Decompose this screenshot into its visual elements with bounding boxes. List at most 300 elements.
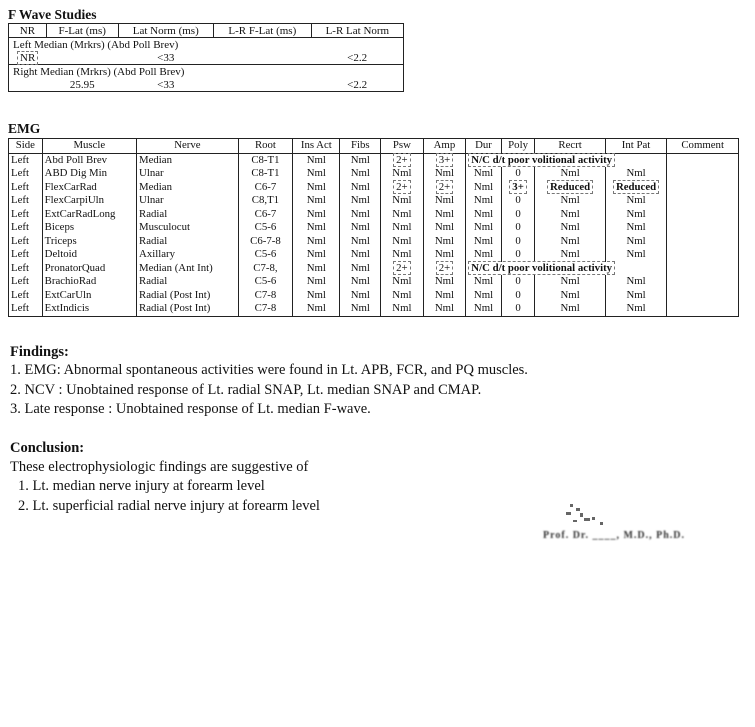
emg-root-value: C5-6 bbox=[254, 221, 277, 234]
emg-nerve-value: Ulnar bbox=[139, 167, 164, 180]
emg-fibs-cell bbox=[340, 289, 381, 303]
emg-amp-value: Nml bbox=[434, 167, 455, 180]
emg-row bbox=[9, 194, 739, 208]
emg-dur-cell bbox=[466, 221, 501, 235]
emg-muscle-value: ABD Dig Min bbox=[44, 167, 108, 180]
emg-muscle-cell bbox=[42, 208, 136, 222]
emg-side-value: Left bbox=[11, 153, 29, 166]
fwave-group-row bbox=[9, 65, 404, 79]
emg-root-cell bbox=[238, 262, 292, 276]
emg-intpat-value: Nml bbox=[626, 275, 646, 288]
emg-psw-value: Nml bbox=[392, 194, 412, 207]
emg-recrt-cell bbox=[535, 208, 605, 222]
emg-poly-cell bbox=[501, 181, 535, 195]
emg-recrt-value: Nml bbox=[560, 302, 580, 315]
emg-intpat-value: Nml bbox=[626, 221, 646, 234]
emg-ins-value: Nml bbox=[306, 234, 326, 247]
emg-header-ins-act: Ins Act bbox=[293, 139, 340, 154]
emg-fibs-value: Nml bbox=[350, 180, 370, 193]
emg-side-cell bbox=[9, 248, 43, 262]
emg-ins-cell bbox=[293, 275, 340, 289]
emg-muscle-value: ExtIndicis bbox=[44, 302, 90, 315]
emg-nerve-cell bbox=[137, 181, 239, 195]
emg-intpat-cell bbox=[605, 208, 667, 222]
emg-muscle-value: PronatorQuad bbox=[44, 261, 106, 274]
emg-fibs-value: Nml bbox=[350, 194, 370, 207]
fwave-header-cell: NR bbox=[9, 24, 47, 38]
emg-nerve-cell bbox=[137, 235, 239, 249]
fwave-group-label: Left Median (Mrkrs) (Abd Poll Brev) bbox=[9, 38, 404, 52]
emg-muscle-cell bbox=[42, 153, 136, 167]
emg-dur-cell bbox=[466, 194, 501, 208]
emg-root-cell bbox=[238, 302, 292, 316]
emg-root-value: C7-8, bbox=[253, 261, 278, 274]
emg-root-cell bbox=[238, 181, 292, 195]
emg-side-cell bbox=[9, 275, 43, 289]
emg-comment-cell bbox=[667, 181, 739, 195]
emg-dur-value: Nml bbox=[473, 288, 494, 301]
emg-recrt-value: Nml bbox=[560, 275, 580, 288]
emg-dur-cell bbox=[466, 208, 501, 222]
emg-root-value: C6-7 bbox=[254, 207, 277, 220]
finding-item: 2. NCV : Unobtained response of Lt. radial SNAP, Lt. median SNAP and CMAP. bbox=[10, 381, 482, 398]
emg-ins-cell bbox=[293, 289, 340, 303]
emg-amp-cell bbox=[423, 208, 466, 222]
emg-poly-cell bbox=[501, 248, 535, 262]
emg-side-value: Left bbox=[11, 302, 29, 315]
emg-root-value: C7-8 bbox=[254, 302, 277, 315]
emg-note-value: N/C d/t poor volitional activity bbox=[468, 261, 615, 275]
emg-fibs-cell bbox=[340, 302, 381, 316]
emg-fibs-value: Nml bbox=[350, 221, 370, 234]
emg-header-recrt: Recrt bbox=[535, 139, 605, 154]
emg-header-amp: Amp bbox=[423, 139, 466, 154]
emg-row bbox=[9, 221, 739, 235]
emg-nerve-cell bbox=[137, 208, 239, 222]
emg-recrt-cell bbox=[535, 248, 605, 262]
fwave-table bbox=[8, 23, 404, 92]
emg-poly-value: 0 bbox=[515, 248, 521, 261]
emg-amp-cell bbox=[423, 167, 466, 181]
emg-intpat-value: Nml bbox=[626, 248, 646, 261]
emg-recrt-cell bbox=[535, 235, 605, 249]
emg-dur-value: Nml bbox=[473, 167, 494, 180]
emg-amp-cell bbox=[423, 289, 466, 303]
emg-fibs-cell bbox=[340, 221, 381, 235]
emg-muscle-cell bbox=[42, 289, 136, 303]
emg-nerve-value: Radial bbox=[139, 275, 168, 288]
fwave-lrflat-cell bbox=[213, 78, 311, 92]
emg-poly-value: 0 bbox=[515, 302, 521, 315]
emg-comment-cell bbox=[667, 248, 739, 262]
emg-recrt-value: Nml bbox=[560, 248, 580, 261]
fwave-header-cell: L-R Lat Norm bbox=[311, 24, 403, 38]
emg-psw-value: Nml bbox=[392, 288, 412, 301]
emg-psw-value: 2+ bbox=[393, 180, 411, 194]
emg-psw-value: Nml bbox=[392, 302, 412, 315]
emg-nerve-value: Ulnar bbox=[139, 194, 164, 207]
emg-muscle-value: Abd Poll Brev bbox=[44, 153, 108, 166]
emg-note-cell bbox=[466, 262, 667, 276]
emg-amp-value: Nml bbox=[434, 194, 455, 207]
emg-intpat-cell bbox=[605, 167, 667, 181]
finding-item: 1. EMG: Abnormal spontaneous activities were found in Lt. APB, FCR, and PQ muscles. bbox=[10, 362, 528, 378]
emg-psw-value: Nml bbox=[392, 167, 412, 180]
emg-intpat-cell bbox=[605, 235, 667, 249]
emg-note-cell bbox=[466, 153, 667, 167]
emg-psw-cell bbox=[381, 302, 423, 316]
emg-comment-cell bbox=[667, 221, 739, 235]
emg-nerve-cell bbox=[137, 275, 239, 289]
emg-psw-cell bbox=[381, 194, 423, 208]
emg-recrt-cell bbox=[535, 194, 605, 208]
emg-muscle-cell bbox=[42, 167, 136, 181]
emg-fibs-cell bbox=[340, 153, 381, 167]
fwave-nr-cell bbox=[9, 78, 47, 92]
emg-psw-cell bbox=[381, 275, 423, 289]
emg-intpat-cell bbox=[605, 194, 667, 208]
emg-root-cell bbox=[238, 248, 292, 262]
emg-note-value: N/C d/t poor volitional activity bbox=[468, 153, 615, 167]
emg-side-cell bbox=[9, 302, 43, 316]
emg-poly-cell bbox=[501, 275, 535, 289]
fwave-header-cell: Lat Norm (ms) bbox=[118, 24, 213, 38]
emg-row bbox=[9, 248, 739, 262]
emg-nerve-cell bbox=[137, 302, 239, 316]
emg-nerve-value: Radial bbox=[139, 234, 168, 247]
emg-header-side: Side bbox=[9, 139, 43, 154]
emg-side-value: Left bbox=[11, 234, 29, 247]
emg-ins-cell bbox=[293, 235, 340, 249]
emg-amp-cell bbox=[423, 181, 466, 195]
emg-ins-value: Nml bbox=[306, 275, 326, 288]
emg-dur-cell bbox=[466, 275, 501, 289]
emg-comment-cell bbox=[667, 262, 739, 276]
emg-table bbox=[8, 138, 739, 317]
emg-recrt-cell bbox=[535, 181, 605, 195]
emg-ins-cell bbox=[293, 208, 340, 222]
emg-side-cell bbox=[9, 194, 43, 208]
emg-intpat-cell bbox=[605, 289, 667, 303]
finding-item: 3. Late response : Unobtained response of Lt. median F-wave. bbox=[10, 401, 371, 417]
emg-psw-cell bbox=[381, 181, 423, 195]
emg-ins-value: Nml bbox=[306, 221, 326, 234]
emg-recrt-value: Nml bbox=[560, 221, 580, 234]
emg-dur-value: Nml bbox=[473, 180, 494, 193]
conclusion-intro: These electrophysiologic findings are suggestive of bbox=[10, 459, 309, 475]
emg-fibs-value: Nml bbox=[350, 288, 370, 301]
emg-psw-cell bbox=[381, 262, 423, 276]
emg-side-value: Left bbox=[11, 207, 29, 220]
emg-dur-value: Nml bbox=[473, 248, 494, 261]
emg-poly-value: 0 bbox=[515, 167, 521, 180]
emg-row bbox=[9, 275, 739, 289]
emg-side-value: Left bbox=[11, 261, 29, 274]
emg-ins-cell bbox=[293, 221, 340, 235]
emg-psw-value: Nml bbox=[392, 234, 412, 247]
emg-amp-value: 3+ bbox=[436, 153, 454, 167]
emg-root-cell bbox=[238, 235, 292, 249]
emg-fibs-value: Nml bbox=[350, 275, 370, 288]
emg-root-value: C5-6 bbox=[254, 248, 277, 261]
emg-header-psw: Psw bbox=[381, 139, 423, 154]
emg-recrt-cell bbox=[535, 221, 605, 235]
emg-row bbox=[9, 208, 739, 222]
fwave-header-cell: F-Lat (ms) bbox=[46, 24, 118, 38]
emg-muscle-cell bbox=[42, 275, 136, 289]
emg-header-root: Root bbox=[238, 139, 292, 154]
emg-psw-value: 2+ bbox=[393, 153, 411, 167]
emg-dur-value: Nml bbox=[473, 194, 494, 207]
fwave-lrflat-cell bbox=[213, 51, 311, 65]
fwave-header-cell: L-R F-Lat (ms) bbox=[213, 24, 311, 38]
emg-nerve-value: Radial (Post Int) bbox=[139, 288, 211, 301]
conclusion-item: 2. Lt. superficial radial nerve injury at forearm level bbox=[18, 497, 320, 514]
emg-intpat-value: Nml bbox=[626, 234, 646, 247]
emg-nerve-value: Musculocut bbox=[139, 221, 190, 234]
emg-muscle-value: ExtCarUln bbox=[44, 288, 92, 301]
emg-fibs-cell bbox=[340, 208, 381, 222]
emg-header-muscle: Muscle bbox=[42, 139, 136, 154]
emg-ins-cell bbox=[293, 194, 340, 208]
emg-ins-value: Nml bbox=[306, 288, 326, 301]
emg-fibs-cell bbox=[340, 262, 381, 276]
emg-ins-cell bbox=[293, 181, 340, 195]
emg-fibs-value: Nml bbox=[350, 302, 370, 315]
emg-intpat-value: Nml bbox=[626, 207, 646, 220]
emg-fibs-cell bbox=[340, 181, 381, 195]
emg-side-cell bbox=[9, 208, 43, 222]
emg-root-cell bbox=[238, 194, 292, 208]
emg-ins-cell bbox=[293, 153, 340, 167]
emg-intpat-cell bbox=[605, 181, 667, 195]
emg-root-cell bbox=[238, 208, 292, 222]
fwave-value-row bbox=[9, 51, 404, 65]
emg-ins-cell bbox=[293, 167, 340, 181]
emg-muscle-value: Triceps bbox=[44, 234, 77, 247]
emg-recrt-cell bbox=[535, 275, 605, 289]
emg-psw-value: 2+ bbox=[393, 261, 411, 275]
emg-poly-value: 0 bbox=[515, 288, 521, 301]
emg-row bbox=[9, 289, 739, 303]
emg-intpat-value: Nml bbox=[626, 194, 646, 207]
emg-intpat-cell bbox=[605, 275, 667, 289]
emg-header-row bbox=[9, 139, 739, 154]
emg-ins-value: Nml bbox=[306, 261, 326, 274]
fwave-section-title: F Wave Studies bbox=[8, 7, 97, 22]
emg-root-cell bbox=[238, 153, 292, 167]
emg-intpat-cell bbox=[605, 302, 667, 316]
emg-root-value: C6-7 bbox=[254, 180, 277, 193]
emg-intpat-value: Nml bbox=[626, 288, 646, 301]
emg-nerve-value: Median bbox=[139, 180, 172, 193]
emg-side-value: Left bbox=[11, 194, 29, 207]
emg-ins-cell bbox=[293, 302, 340, 316]
emg-fibs-cell bbox=[340, 248, 381, 262]
emg-intpat-value: Reduced bbox=[613, 180, 659, 194]
emg-muscle-value: Deltoid bbox=[44, 248, 78, 261]
emg-psw-cell bbox=[381, 289, 423, 303]
emg-amp-cell bbox=[423, 153, 466, 167]
emg-psw-cell bbox=[381, 153, 423, 167]
emg-recrt-value: Nml bbox=[560, 234, 580, 247]
emg-recrt-cell bbox=[535, 167, 605, 181]
emg-dur-cell bbox=[466, 248, 501, 262]
emg-poly-cell bbox=[501, 194, 535, 208]
emg-section-title: EMG bbox=[8, 121, 41, 136]
emg-poly-cell bbox=[501, 302, 535, 316]
findings-list bbox=[10, 361, 528, 420]
emg-root-cell bbox=[238, 221, 292, 235]
emg-ins-value: Nml bbox=[306, 167, 326, 180]
emg-row bbox=[9, 302, 739, 316]
emg-dur-value: Nml bbox=[473, 275, 494, 288]
emg-intpat-cell bbox=[605, 248, 667, 262]
emg-nerve-value: Radial bbox=[139, 207, 168, 220]
emg-poly-cell bbox=[501, 221, 535, 235]
emg-intpat-value: Nml bbox=[626, 302, 646, 315]
emg-dur-cell bbox=[466, 289, 501, 303]
emg-nerve-value: Axillary bbox=[139, 248, 175, 261]
findings-title: Findings: bbox=[10, 344, 69, 360]
emg-fibs-cell bbox=[340, 275, 381, 289]
emg-nerve-cell bbox=[137, 221, 239, 235]
emg-nerve-value: Radial (Post Int) bbox=[139, 302, 211, 315]
fwave-value-row bbox=[9, 78, 404, 92]
emg-poly-value: 0 bbox=[515, 275, 521, 288]
fwave-lrlatnorm-cell: <2.2 bbox=[311, 51, 403, 65]
emg-root-value: C5-6 bbox=[254, 275, 277, 288]
emg-muscle-cell bbox=[42, 302, 136, 316]
emg-amp-cell bbox=[423, 248, 466, 262]
emg-psw-cell bbox=[381, 167, 423, 181]
nr-value: NR bbox=[17, 51, 38, 65]
emg-side-value: Left bbox=[11, 248, 29, 261]
emg-ins-value: Nml bbox=[306, 153, 326, 166]
emg-side-value: Left bbox=[11, 221, 29, 234]
emg-root-cell bbox=[238, 289, 292, 303]
emg-side-cell bbox=[9, 289, 43, 303]
emg-row bbox=[9, 153, 739, 167]
emg-dur-value: Nml bbox=[473, 234, 494, 247]
emg-nerve-value: Median bbox=[139, 153, 172, 166]
emg-fibs-cell bbox=[340, 167, 381, 181]
emg-intpat-value: Nml bbox=[626, 167, 646, 180]
emg-comment-cell bbox=[667, 275, 739, 289]
emg-muscle-cell bbox=[42, 235, 136, 249]
signature-line: Prof. Dr. ____, M.D., Ph.D. bbox=[543, 530, 685, 541]
emg-nerve-cell bbox=[137, 153, 239, 167]
emg-fibs-value: Nml bbox=[350, 261, 370, 274]
fwave-header-row bbox=[9, 24, 404, 38]
emg-side-value: Left bbox=[11, 288, 29, 301]
emg-amp-value: Nml bbox=[434, 234, 455, 247]
emg-nerve-value: Median (Ant Int) bbox=[139, 261, 213, 274]
emg-amp-value: Nml bbox=[434, 221, 455, 234]
fwave-group-label: Right Median (Mrkrs) (Abd Poll Brev) bbox=[9, 65, 404, 79]
fwave-latnorm-cell: <33 bbox=[118, 78, 213, 92]
emg-fibs-value: Nml bbox=[350, 207, 370, 220]
signature-block bbox=[540, 500, 740, 550]
emg-nerve-cell bbox=[137, 262, 239, 276]
emg-poly-cell bbox=[501, 208, 535, 222]
emg-side-value: Left bbox=[11, 167, 29, 180]
fwave-flat-cell bbox=[46, 51, 118, 65]
emg-nerve-cell bbox=[137, 167, 239, 181]
emg-poly-cell bbox=[501, 289, 535, 303]
emg-fibs-value: Nml bbox=[350, 234, 370, 247]
emg-fibs-cell bbox=[340, 194, 381, 208]
emg-recrt-value: Nml bbox=[560, 288, 580, 301]
emg-side-value: Left bbox=[11, 180, 29, 193]
emg-poly-value: 0 bbox=[515, 234, 521, 247]
emg-muscle-cell bbox=[42, 221, 136, 235]
emg-intpat-cell bbox=[605, 221, 667, 235]
emg-amp-value: Nml bbox=[434, 275, 455, 288]
emg-recrt-value: Nml bbox=[560, 207, 580, 220]
emg-header-int-pat: Int Pat bbox=[605, 139, 667, 154]
emg-header-comment: Comment bbox=[667, 139, 739, 154]
emg-ins-value: Nml bbox=[306, 248, 326, 261]
emg-row bbox=[9, 167, 739, 181]
conclusion-title: Conclusion: bbox=[10, 440, 85, 456]
emg-fibs-value: Nml bbox=[350, 167, 370, 180]
emg-ins-cell bbox=[293, 262, 340, 276]
emg-comment-cell bbox=[667, 235, 739, 249]
emg-psw-cell bbox=[381, 208, 423, 222]
emg-poly-value: 0 bbox=[515, 221, 521, 234]
emg-dur-cell bbox=[466, 181, 501, 195]
emg-dur-value: Nml bbox=[473, 221, 494, 234]
emg-header-fibs: Fibs bbox=[340, 139, 381, 154]
emg-psw-value: Nml bbox=[392, 207, 412, 220]
emg-root-value: C8-T1 bbox=[251, 167, 280, 180]
emg-recrt-cell bbox=[535, 302, 605, 316]
emg-amp-cell bbox=[423, 275, 466, 289]
emg-recrt-value: Nml bbox=[560, 194, 580, 207]
emg-muscle-value: ExtCarRadLong bbox=[44, 207, 116, 220]
emg-amp-value: 2+ bbox=[436, 180, 454, 194]
emg-comment-cell bbox=[667, 153, 739, 167]
emg-comment-cell bbox=[667, 302, 739, 316]
emg-nerve-cell bbox=[137, 194, 239, 208]
emg-dur-value: Nml bbox=[473, 302, 494, 315]
emg-fibs-value: Nml bbox=[350, 153, 370, 166]
emg-row bbox=[9, 235, 739, 249]
emg-header-poly: Poly bbox=[501, 139, 535, 154]
emg-nerve-cell bbox=[137, 289, 239, 303]
fwave-flat-cell: 25.95 bbox=[46, 78, 118, 92]
emg-amp-cell bbox=[423, 221, 466, 235]
conclusion-item: 1. Lt. median nerve injury at forearm level bbox=[18, 478, 265, 494]
emg-comment-cell bbox=[667, 289, 739, 303]
emg-poly-cell bbox=[501, 167, 535, 181]
fwave-nr-cell bbox=[9, 51, 47, 65]
signature-scribble bbox=[540, 500, 740, 550]
emg-root-value: C8,T1 bbox=[251, 194, 280, 207]
emg-side-cell bbox=[9, 221, 43, 235]
emg-amp-cell bbox=[423, 262, 466, 276]
emg-muscle-value: FlexCarRad bbox=[44, 180, 97, 193]
emg-psw-value: Nml bbox=[392, 248, 412, 261]
emg-side-value: Left bbox=[11, 275, 29, 288]
emg-muscle-cell bbox=[42, 248, 136, 262]
emg-poly-value: 3+ bbox=[509, 180, 527, 194]
emg-side-cell bbox=[9, 181, 43, 195]
emg-muscle-cell bbox=[42, 181, 136, 195]
emg-fibs-value: Nml bbox=[350, 248, 370, 261]
emg-psw-cell bbox=[381, 248, 423, 262]
